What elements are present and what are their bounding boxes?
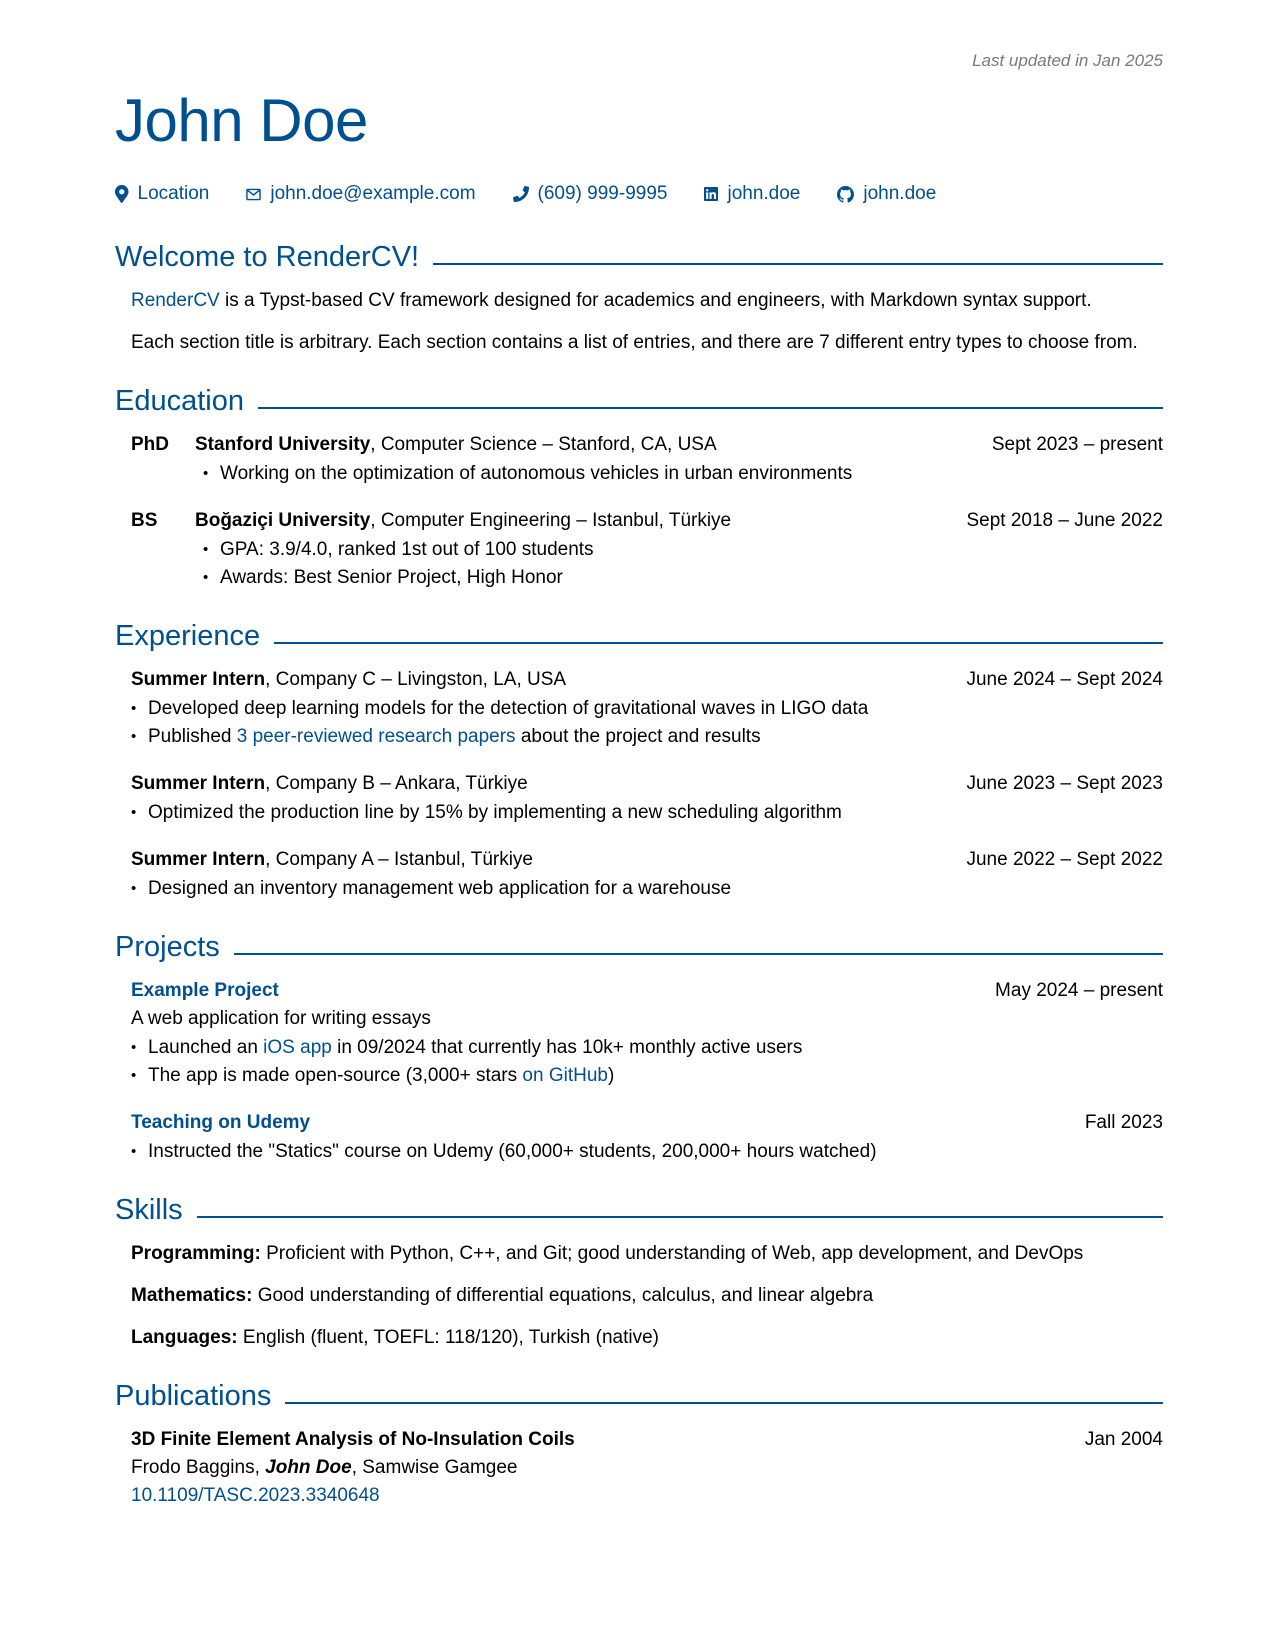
section-projects-header [115,928,1163,966]
institution-name: Stanford University [195,434,371,455]
section-rule [197,1216,1163,1218]
bullet-icon: • [131,700,137,717]
highlight-item: • Instructed the "Statics" course on Udemy (60,000+ students, 200,000+ hours watched) [131,1138,1163,1166]
section-publications [115,1377,1163,1510]
section-welcome [115,238,1163,357]
email-icon [246,187,261,202]
project-link[interactable]: Example Project [131,980,279,1001]
ios-app-link[interactable]: iOS app [263,1037,332,1058]
skill-programming [131,1240,1163,1268]
highlight-text: Published [148,726,237,747]
highlight-text: ) [607,1065,615,1086]
education-entry-head [195,431,1163,459]
section-publications-body [131,1426,1163,1510]
position-details: , Company A – Istanbul, Türkiye [265,849,533,870]
bullet-icon: • [131,728,137,745]
education-entry-date: Sept 2023 – present [991,434,1163,455]
project-entry-head [131,977,1163,1005]
highlight-text: in 09/2024 that currently has 10k+ monthly active users [331,1037,803,1058]
project-entry-udemy [131,1109,1163,1166]
section-rule [433,263,1163,265]
experience-entry-date: June 2024 – Sept 2024 [966,669,1163,690]
contact-location[interactable] [115,180,209,208]
experience-entry-date: June 2022 – Sept 2022 [966,849,1163,870]
degree-label: BS [131,510,158,531]
education-entry-main [195,431,1163,488]
highlight-item: • Designed an inventory management web application for a warehouse [131,875,1163,903]
highlight-item [131,1034,1163,1062]
position-name: Summer Intern [131,773,266,794]
contact-email-label: john.doe@example.com [270,183,476,204]
section-skills-header [115,1191,1163,1229]
section-projects [115,928,1163,1166]
highlight-item: • Awards: Best Senior Project, High Honor [203,564,1163,592]
last-updated-note: Last updated in Jan 2025 [972,51,1163,70]
contact-email[interactable] [246,180,475,208]
contact-github-label: john.doe [863,183,937,204]
section-rule [258,407,1163,409]
experience-entry-title [131,770,966,798]
skill-label: Languages: [131,1327,238,1348]
institution-details: , Computer Science – Stanford, CA, USA [370,434,717,455]
experience-entry-company-c [131,666,1163,751]
bullet-icon: • [131,1143,137,1160]
education-entry-head [195,507,1163,535]
contact-linkedin-label: john.doe [727,183,801,204]
author-self: John Doe [265,1457,352,1478]
education-entry-bs [131,507,1163,592]
publication-entry-head [131,1426,1163,1454]
publication-date: Jan 2004 [1084,1429,1163,1450]
section-welcome-header [115,238,1163,276]
contact-phone[interactable] [513,180,668,208]
bullet-icon: • [131,1067,137,1084]
publication-authors [131,1454,1163,1482]
experience-entry-head [131,846,1163,874]
highlight-text: The app is made open-source (3,000+ stars [148,1065,523,1086]
section-experience-header [115,617,1163,655]
section-education [115,382,1163,592]
project-entry-title [131,977,995,1005]
position-details: , Company C – Livingston, LA, USA [265,669,567,690]
highlight-item: • GPA: 3.9/4.0, ranked 1st out of 100 students [203,536,1163,564]
experience-entry-head [131,770,1163,798]
section-education-title: Education [115,385,244,417]
highlight-list [131,1034,1163,1090]
education-entry-title [195,431,992,459]
section-experience-title: Experience [115,620,261,652]
welcome-paragraph-1-text: is a Typst-based CV framework designed for academics and engineers, with Markdown syntax support. [219,290,1092,311]
experience-entry-title [131,846,966,874]
highlight-text: about the project and results [515,726,761,747]
degree-label: PhD [131,434,169,455]
experience-entry-company-b [131,770,1163,827]
rendercv-link[interactable]: RenderCV [131,290,220,311]
highlight-list [131,695,1163,751]
section-skills-body [131,1240,1163,1352]
section-rule [285,1402,1163,1404]
publication-title: 3D Finite Element Analysis of No-Insulation Coils [131,1429,575,1450]
bullet-icon: • [203,465,209,482]
section-education-body [131,431,1163,592]
highlight-list [203,460,1163,488]
welcome-paragraph-1 [131,287,1163,315]
experience-entry-date: June 2023 – Sept 2023 [966,773,1163,794]
education-entry-main [195,507,1163,592]
phone-icon [513,186,529,202]
contact-location-label: Location [137,183,210,204]
section-publications-title: Publications [115,1380,272,1412]
project-entry-date: May 2024 – present [995,980,1163,1001]
github-stars-link[interactable]: on GitHub [522,1065,608,1086]
experience-entry-head [131,666,1163,694]
skill-label: Mathematics: [131,1285,253,1306]
doi-link[interactable]: 10.1109/TASC.2023.3340648 [131,1485,380,1506]
project-entry-title [131,1109,1085,1137]
author-name: Frodo Baggins, [131,1457,266,1478]
bullet-icon: • [131,1039,137,1056]
publication-entry [131,1426,1163,1510]
section-skills-title: Skills [115,1194,183,1226]
skill-languages [131,1324,1163,1352]
highlight-item [131,723,1163,751]
institution-name: Boğaziçi University [195,510,371,531]
bullet-icon: • [203,541,209,558]
author-name: , Samwise Gamgee [351,1457,518,1478]
skill-mathematics [131,1282,1163,1310]
position-details: , Company B – Ankara, Türkiye [265,773,528,794]
bullet-icon: • [131,880,137,897]
location-icon [115,185,129,203]
contact-github[interactable] [837,180,936,208]
institution-details: , Computer Engineering – Istanbul, Türkiye [370,510,732,531]
section-welcome-body [131,287,1163,357]
experience-entry-company-a [131,846,1163,903]
contact-row [115,180,1163,208]
skill-text: Good understanding of differential equations, calculus, and linear algebra [252,1285,874,1306]
section-experience-body [131,666,1163,903]
experience-entry-title [131,666,966,694]
highlight-list [203,536,1163,592]
section-projects-title: Projects [115,931,220,963]
project-link[interactable]: Teaching on Udemy [131,1112,311,1133]
education-entry-phd [131,431,1163,488]
section-education-header [115,382,1163,420]
highlight-item: • Working on the optimization of autonomous vehicles in urban environments [203,460,1163,488]
highlight-item [131,1062,1163,1090]
project-entry-date: Fall 2023 [1084,1112,1163,1133]
contact-linkedin[interactable] [704,180,800,208]
position-name: Summer Intern [131,849,266,870]
publication-doi-row [131,1482,1163,1510]
highlight-item: • Optimized the production line by 15% by implementing a new scheduling algorithm [131,799,1163,827]
skill-text: Proficient with Python, C++, and Git; good understanding of Web, app development, and DevOps [260,1243,1084,1264]
highlight-text: Launched an [148,1037,264,1058]
section-welcome-title: Welcome to RenderCV! [115,241,420,273]
bullet-icon: • [131,804,137,821]
project-entry-head [131,1109,1163,1137]
research-papers-link[interactable]: 3 peer-reviewed research papers [236,726,516,747]
bullet-icon: • [203,569,209,586]
section-skills [115,1191,1163,1352]
education-entry-date: Sept 2018 – June 2022 [966,510,1163,531]
skill-text: English (fluent, TOEFL: 118/120), Turkish (native) [237,1327,659,1348]
project-entry-example [131,977,1163,1090]
highlight-item: • Developed deep learning models for the detection of gravitational waves in LIGO data [131,695,1163,723]
person-name: John Doe [115,87,368,154]
position-name: Summer Intern [131,669,266,690]
section-rule [234,953,1163,955]
section-rule [274,642,1163,644]
linkedin-icon [704,186,718,202]
highlight-list [131,1138,1163,1166]
education-entry-title [195,507,966,535]
github-icon [837,186,854,203]
highlight-list [131,799,1163,827]
section-experience [115,617,1163,903]
section-projects-body [131,977,1163,1166]
project-summary: A web application for writing essays [131,1008,431,1029]
contact-phone-label: (609) 999-9995 [537,183,668,204]
skill-label: Programming: [131,1243,261,1264]
section-publications-header [115,1377,1163,1415]
welcome-paragraph-2: Each section title is arbitrary. Each section contains a list of entries, and there are 7 different entry types to choose from. [131,332,1138,353]
highlight-list [131,875,1163,903]
